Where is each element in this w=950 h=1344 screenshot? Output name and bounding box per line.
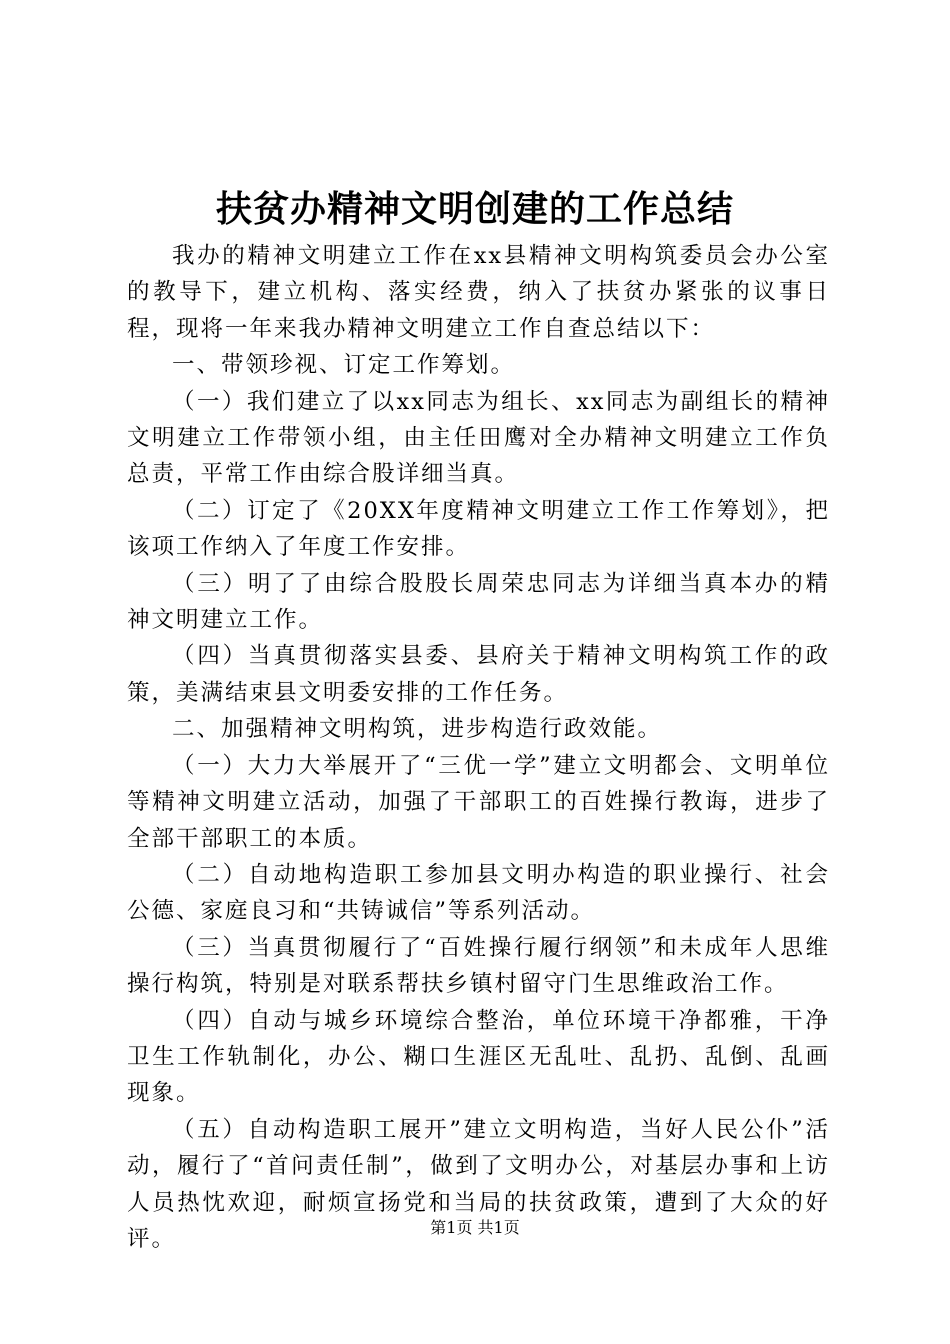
paragraph: （二）自动地构造职工参加县文明办构造的职业操行、社会公德、家庭良习和“共铸诚信”等系列活动。 <box>127 861 830 925</box>
paragraph: （一）大力大举展开了“三优一学”建立文明都会、文明单位等精神文明建立活动，加强了干部职工的百姓操行教诲，进步了全部干部职工的本质。 <box>127 752 830 852</box>
section-heading: 一、带领珍视、订定工作筹划。 <box>172 352 516 379</box>
document-body <box>127 238 830 1257</box>
page-number: 第1页 共1页 <box>430 1218 520 1237</box>
section-heading: 二、加强精神文明构筑，进步构造行政效能。 <box>172 716 663 743</box>
paragraph: （三）明了了由综合股股长周荣忠同志为详细当真本办的精神文明建立工作。 <box>127 570 830 634</box>
paragraph: （五）自动构造职工展开”建立文明构造，当好人民公仆”活动，履行了“首问责任制”，做到了文明办公，对基层办事和上访人员热忱欢迎，耐烦宣扬党和当局的扶贫政策，遭到了大众的好评。 <box>127 1116 830 1252</box>
paragraph: （四）自动与城乡环境综合整治，单位环境干净都雅，干净卫生工作轨制化，办公、糊口生涯区无乱吐、乱扔、乱倒、乱画现象。 <box>127 1007 830 1107</box>
paragraph: （一）我们建立了以xx同志为组长、xx同志为副组长的精神文明建立工作带领小组，由主任田鹰对全办精神文明建立工作负总责，平常工作由综合股详细当真。 <box>127 388 830 488</box>
paragraph: （三）当真贯彻履行了“百姓操行履行纲领”和未成年人思维操行构筑，特别是对联系帮扶乡镇村留守门生思维政治工作。 <box>127 934 830 998</box>
document-title: 扶贫办精神文明创建的工作总结 <box>215 188 734 230</box>
paragraph: （四）当真贯彻落实县委、县府关于精神文明构筑工作的政策，美满结束县文明委安排的工作任务。 <box>127 643 830 706</box>
paragraph: （二）订定了《20XX年度精神文明建立工作工作筹划》，把该项工作纳入了年度工作安排。 <box>127 497 830 561</box>
paragraph: 我办的精神文明建立工作在xx县精神文明构筑委员会办公室的教导下，建立机构、落实经费，纳入了扶贫办紧张的议事日程，现将一年来我办精神文明建立工作自查总结以下： <box>127 243 830 342</box>
